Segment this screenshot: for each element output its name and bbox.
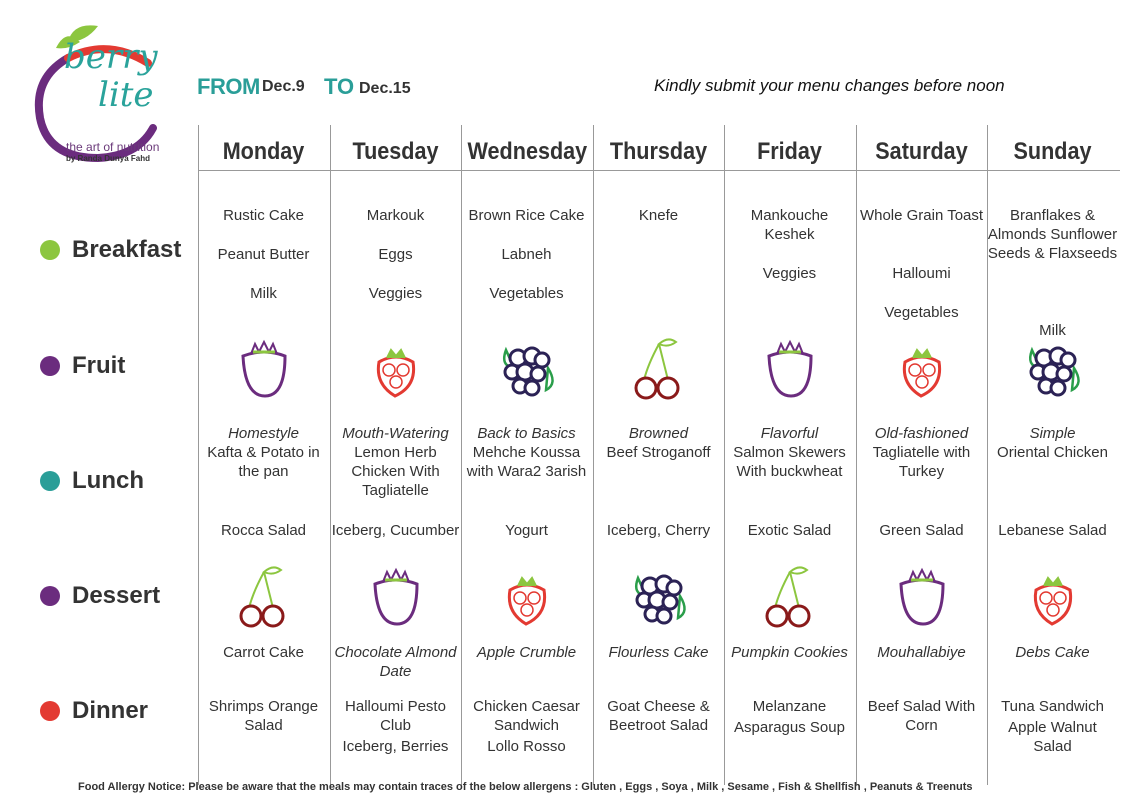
header-divider (198, 170, 1120, 171)
to-date: Dec.15 (359, 80, 411, 97)
dinner-item: Goat Cheese & Beetroot Salad (607, 698, 710, 734)
grapes-icon (624, 562, 694, 632)
row-dot (40, 701, 60, 721)
row-label-text: Lunch (72, 467, 144, 494)
dinner-item: Tuna Sandwich (1001, 698, 1104, 715)
lunch-title: Simple (1029, 425, 1076, 442)
grapes-icon (492, 334, 562, 404)
menu-change-notice: Kindly submit your menu changes before noon (654, 76, 1005, 95)
logo-tagline: the art of nutrition (66, 140, 160, 154)
row-label-fruit (40, 352, 125, 380)
from-date: Dec.9 (262, 78, 305, 95)
grapes-icon (1018, 334, 1088, 404)
strawberry-icon (1018, 562, 1088, 632)
row-label-text: Breakfast (72, 236, 182, 263)
strawberry-icon (361, 334, 431, 404)
day-header-wednesday: Wednesday (467, 138, 588, 165)
dinner-item: Shrimps Orange Salad (208, 698, 319, 734)
lunch-side: Yogurt (505, 522, 548, 539)
breakfast-item: Halloumi (892, 265, 951, 282)
cherry-icon (229, 562, 299, 632)
row-dot (40, 240, 60, 260)
row-label-dessert (40, 582, 160, 610)
lunch-title: Back to Basics (477, 425, 576, 442)
breakfast-item: Peanut Butter (217, 246, 310, 263)
to-label: TO (324, 74, 355, 99)
row-label-breakfast (40, 236, 181, 264)
dinner-item: Halloumi Pesto Club (345, 698, 446, 734)
row-dot (40, 471, 60, 491)
breakfast-item: Veggies (762, 265, 817, 282)
row-label-text: Dinner (72, 697, 149, 724)
row-label-text: Fruit (72, 352, 126, 379)
strawberry-icon (887, 334, 957, 404)
strawberry-icon (361, 334, 431, 404)
strawberry-icon (492, 562, 562, 632)
breakfast-item: Branflakes & Almonds Sunflower Seeds & Flaxseeds (987, 207, 1118, 262)
lunch-main: Kafta & Potato in the pan (207, 444, 320, 480)
day-header-friday: Friday (757, 138, 822, 165)
day-header-monday: Monday (222, 138, 305, 165)
row-dot (40, 356, 60, 376)
lunch-side: Green Salad (879, 522, 964, 539)
grapes-icon (492, 334, 562, 404)
lunch-main: Salmon Skewers With buckwheat (733, 444, 846, 480)
dessert-item: Mouhallabiye (877, 644, 966, 661)
fig-icon (887, 562, 957, 632)
breakfast-item: Vegetables (489, 285, 564, 302)
cherry-icon (624, 334, 694, 404)
lunch-title: Flavorful (760, 425, 819, 442)
strawberry-icon (492, 562, 562, 632)
dessert-item: Debs Cake (1015, 644, 1090, 661)
grapes-icon (624, 562, 694, 632)
breakfast-item: Mankouche Keshek (750, 207, 829, 243)
lunch-main: Tagliatelle with Turkey (872, 444, 971, 480)
breakfast-item: Knefe (638, 207, 679, 224)
fig-icon (229, 334, 299, 404)
fig-icon (755, 334, 825, 404)
breakfast-item: Whole Grain Toast (859, 207, 984, 224)
lunch-main: Oriental Chicken (997, 444, 1108, 461)
logo-word-berry: berry (64, 37, 158, 77)
fig-icon (361, 562, 431, 632)
dinner-item: Iceberg, Berries (342, 738, 449, 755)
row-label-dinner (40, 697, 148, 725)
day-header-thursday: Thursday (609, 138, 708, 165)
logo-word-lite: lite (98, 75, 154, 115)
dinner-item: Chicken Caesar Sandwich (473, 698, 580, 734)
breakfast-item: Veggies (368, 285, 423, 302)
strawberry-icon (887, 334, 957, 404)
dinner-item: Beef Salad With Corn (867, 698, 976, 734)
day-header-tuesday: Tuesday (352, 138, 439, 165)
day-header-sunday: Sunday (1013, 138, 1092, 165)
lunch-side: Rocca Salad (220, 522, 307, 539)
row-label-text: Dessert (72, 582, 161, 609)
breakfast-item: Vegetables (884, 304, 959, 321)
strawberry-icon (1018, 562, 1088, 632)
lunch-side: Lebanese Salad (998, 522, 1107, 539)
breakfast-item: Markouk (366, 207, 425, 224)
cherry-icon (624, 334, 694, 404)
breakfast-item: Milk (1039, 322, 1066, 339)
dessert-item: Apple Crumble (476, 644, 577, 661)
lunch-side: Exotic Salad (747, 522, 832, 539)
lunch-main: Beef Stroganoff (606, 444, 711, 461)
lunch-title: Old-fashioned (874, 425, 969, 442)
lunch-title: Mouth-Watering (342, 425, 449, 442)
row-dot (40, 586, 60, 606)
lunch-title: Browned (628, 425, 689, 442)
lunch-side: Iceberg, Cherry (606, 522, 711, 539)
dessert-item: Chocolate Almond Date (334, 644, 457, 680)
cherry-icon (755, 562, 825, 632)
fig-icon (361, 562, 431, 632)
lunch-side: Iceberg, Cucumber (331, 522, 460, 539)
grapes-icon (1018, 334, 1088, 404)
dinner-item: Melanzane (752, 698, 827, 715)
breakfast-item: Eggs (378, 246, 413, 263)
day-header-saturday: Saturday (875, 138, 968, 165)
cherry-icon (229, 562, 299, 632)
allergy-notice: Food Allergy Notice: Please be aware that the meals may contain traces of the below allergens : Gluten , Eggs , Soya , Milk , Sesame , Fish & Shellfish , Peanuts & Treenuts (78, 781, 973, 793)
lunch-title: Homestyle (228, 425, 299, 442)
breakfast-item: Brown Rice Cake (468, 207, 585, 224)
fig-icon (229, 334, 299, 404)
dinner-item: Lollo Rosso (487, 738, 566, 755)
breakfast-item: Rustic Cake (223, 207, 304, 224)
cherry-icon (755, 562, 825, 632)
fig-icon (755, 334, 825, 404)
breakfast-item: Labneh (501, 246, 552, 263)
row-label-lunch (40, 467, 144, 495)
logo-byline: by Randa Dunya Fahd (66, 154, 151, 163)
fig-icon (887, 562, 957, 632)
dinner-item: Asparagus Soup (734, 719, 845, 736)
dessert-item: Carrot Cake (223, 644, 304, 661)
dessert-item: Flourless Cake (608, 644, 709, 661)
lunch-main: Lemon Herb Chicken With Tagliatelle (351, 444, 440, 499)
lunch-main: Mehche Koussa with Wara2 3arish (466, 444, 587, 480)
dessert-item: Pumpkin Cookies (731, 644, 848, 661)
from-label: FROM (197, 74, 260, 99)
dinner-item: Apple Walnut Salad (1008, 719, 1097, 755)
breakfast-item: Milk (250, 285, 277, 302)
